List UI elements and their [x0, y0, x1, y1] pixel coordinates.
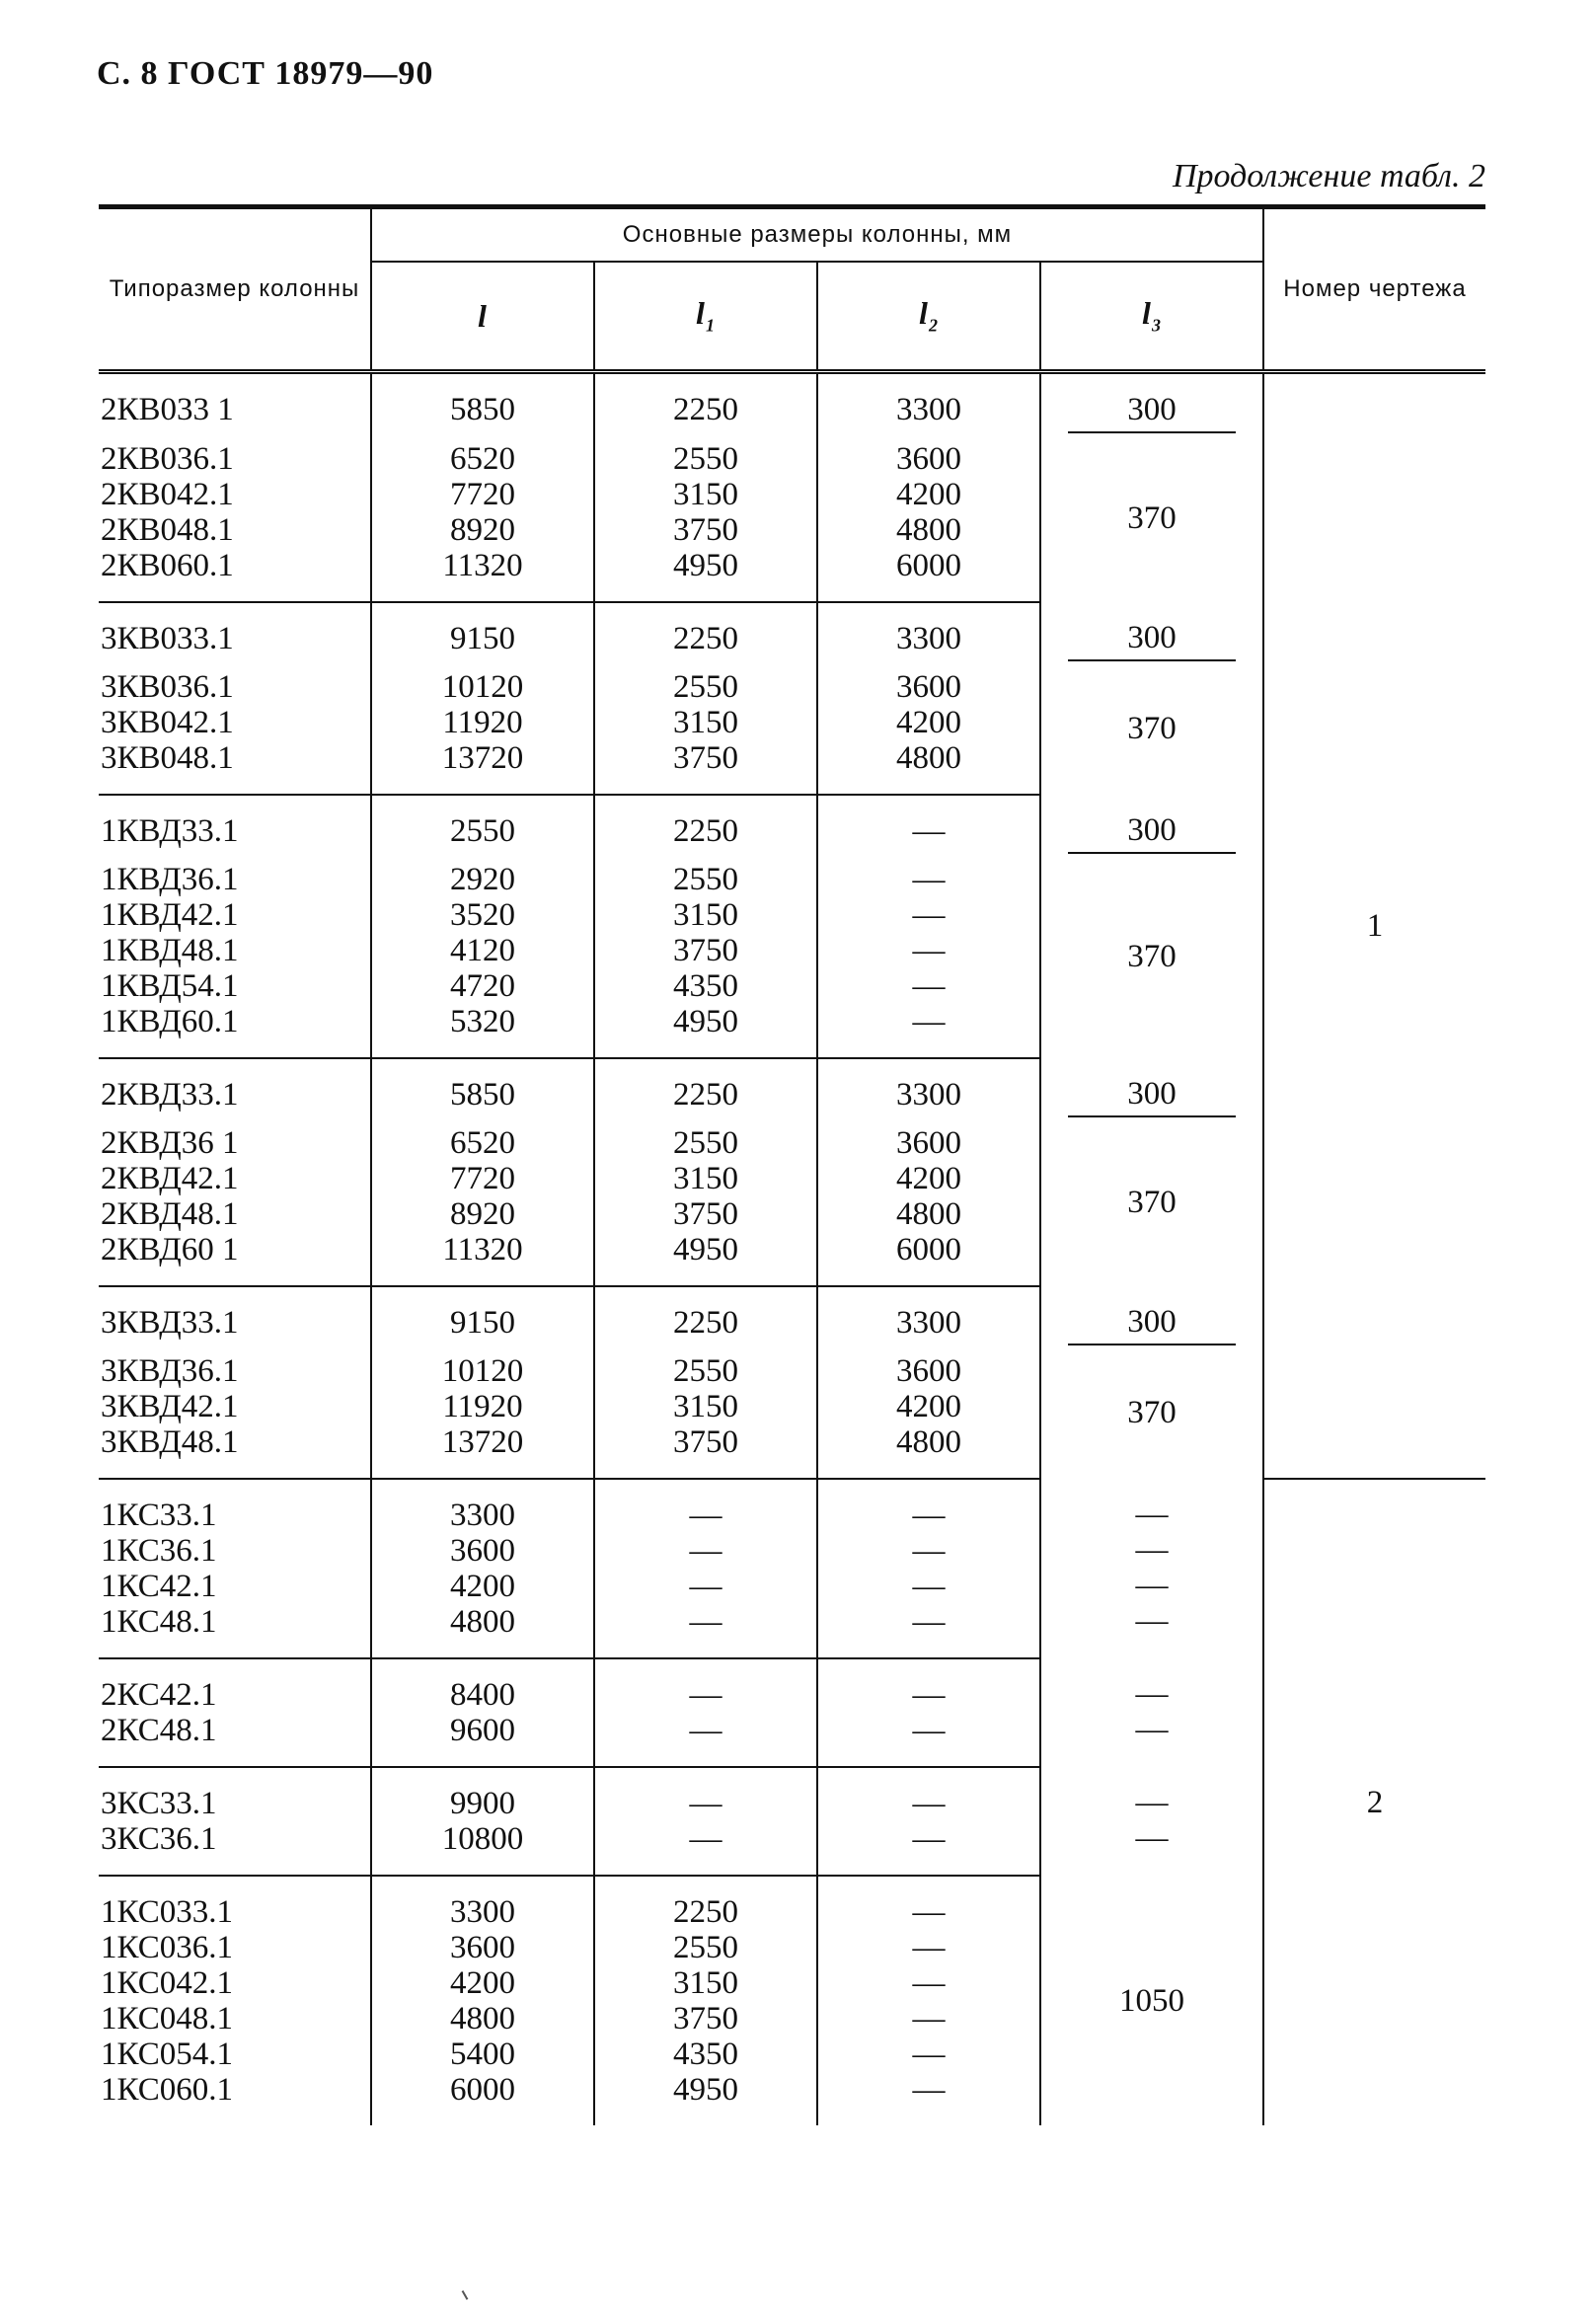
l-cell [371, 1767, 594, 1876]
l1-value: — [689, 1677, 722, 1713]
type-value: 3КС36.1 [101, 1821, 217, 1857]
l3-value: 300 [1068, 1304, 1236, 1345]
header-l3-subscript: 3 [1151, 315, 1162, 336]
l2-cell [817, 1767, 1040, 1876]
l-value: 9600 [450, 1713, 515, 1748]
l2-cell [817, 1117, 1040, 1286]
l1-value: 3750 [673, 512, 738, 548]
type-cell: 1КВД33.1 [101, 813, 239, 849]
drawing-number-cell: 1 [1263, 372, 1485, 1480]
l1-cell: 2250 [594, 372, 817, 434]
l2-value: — [912, 1965, 946, 2001]
type-value: 1КС042.1 [101, 1965, 233, 2001]
l-cell [371, 661, 594, 795]
type-value: 2КВ060.1 [101, 548, 234, 583]
l2-value: — [912, 2036, 946, 2072]
l-value: 3300 [450, 1498, 515, 1533]
type-value: 3КВ042.1 [101, 705, 234, 740]
l2-cell [817, 1345, 1040, 1479]
type-cell [99, 1767, 371, 1876]
l3-value: — [1135, 1676, 1169, 1712]
l1-value: — [689, 1569, 722, 1604]
l-value: 3600 [450, 1533, 515, 1569]
l-value: 5320 [450, 1004, 515, 1039]
l3-cell [1040, 1058, 1263, 1117]
l3-cell: 370 [1040, 1345, 1263, 1479]
l3-cell: 1050 [1040, 1876, 1263, 2125]
l3-cell [1040, 602, 1263, 661]
l-cell: 9150 [371, 1286, 594, 1345]
type-value: 1КС054.1 [101, 2036, 233, 2072]
type-value: 1КВД54.1 [101, 968, 239, 1004]
l3-cell [1040, 1658, 1263, 1767]
l2-value: 3600 [896, 669, 961, 705]
l-value: 11920 [442, 1389, 523, 1424]
header-drawing [1263, 207, 1485, 372]
l1-value: 3750 [673, 1196, 738, 1232]
l2-value: — [912, 897, 946, 933]
type-cell [99, 1658, 371, 1767]
type-value: 2КВД36 1 [101, 1125, 239, 1161]
l2-value: 4200 [896, 1389, 961, 1424]
l3-cell: 370 [1040, 1117, 1263, 1286]
type-value: 1КС48.1 [101, 1604, 217, 1640]
stray-mark [462, 2290, 469, 2300]
type-value: 2КВД48.1 [101, 1196, 239, 1232]
l-value: 7720 [450, 1161, 515, 1196]
l-value: 7720 [450, 477, 515, 512]
type-value: 2КВ048.1 [101, 512, 234, 548]
header-l2: $l_2$ [817, 262, 1040, 372]
l1-value: — [689, 1498, 722, 1533]
l2-value: — [912, 1004, 946, 1039]
l1-value: 3150 [673, 1161, 738, 1196]
header-l1-subscript: 1 [705, 315, 716, 336]
l2-cell [817, 1479, 1040, 1658]
l1-cell [594, 1345, 817, 1479]
l-value: 3520 [450, 897, 515, 933]
l1-cell [594, 661, 817, 795]
l2-cell: 3300 [817, 372, 1040, 434]
l2-cell [817, 1876, 1040, 2125]
l3-cell [1040, 795, 1263, 854]
l3-cell [1040, 1479, 1263, 1658]
l3-value: 300 [1068, 392, 1236, 433]
l1-value: 3150 [673, 1389, 738, 1424]
l-value: 8400 [450, 1677, 515, 1713]
l-value: 6000 [450, 2072, 515, 2108]
l2-cell [817, 661, 1040, 795]
l2-value: 4800 [896, 740, 961, 776]
type-cell: 3КВ033.1 [101, 621, 234, 656]
l-value: 4720 [450, 968, 515, 1004]
l1-cell [594, 1479, 817, 1658]
l3-cell [1040, 372, 1263, 434]
l1-value: 2550 [673, 862, 738, 897]
l-value: 13720 [441, 1424, 524, 1460]
l1-value: 4950 [673, 1232, 738, 1268]
l1-value: 4950 [673, 1004, 738, 1039]
l-value: 4200 [450, 1965, 515, 2001]
l-cell [371, 1345, 594, 1479]
l3-cell [1040, 1767, 1263, 1876]
l3-value: — [1135, 1532, 1169, 1568]
l2-value: — [912, 2072, 946, 2108]
l1-value: — [689, 1786, 722, 1821]
l2-value: 4800 [896, 512, 961, 548]
l-cell: 2550 [371, 795, 594, 854]
l-cell [371, 1117, 594, 1286]
l3-value: — [1135, 1497, 1169, 1532]
header-type [99, 207, 371, 372]
l2-value: — [912, 1498, 946, 1533]
l3-value: — [1135, 1820, 1169, 1856]
l2-value: 4800 [896, 1424, 961, 1460]
l-cell [371, 1479, 594, 1658]
l2-value: — [912, 1930, 946, 1965]
l3-value: — [1135, 1785, 1169, 1820]
l1-cell: 2250 [594, 1286, 817, 1345]
type-cell [99, 1345, 371, 1479]
l-value: 5400 [450, 2036, 515, 2072]
l1-value: — [689, 1604, 722, 1640]
l-cell [371, 854, 594, 1058]
type-value: 2КВ042.1 [101, 477, 234, 512]
type-value: 2КВ036.1 [101, 441, 234, 477]
l3-value: 300 [1068, 1076, 1236, 1117]
l2-cell: 3300 [817, 1058, 1040, 1117]
l-value: 10800 [441, 1821, 524, 1857]
l2-value: 3600 [896, 1353, 961, 1389]
table-body [99, 372, 1485, 2126]
l3-value: — [1135, 1712, 1169, 1747]
l2-cell: 3300 [817, 602, 1040, 661]
l2-value: — [912, 933, 946, 968]
header-drawing-label: Номер чертежа [1283, 275, 1467, 302]
l1-value: 3150 [673, 477, 738, 512]
l1-value: — [689, 1821, 722, 1857]
column-dimensions-table [99, 204, 1485, 2125]
l-value: 4120 [450, 933, 515, 968]
type-cell [99, 661, 371, 795]
l2-value: — [912, 1713, 946, 1748]
type-value: 2КС48.1 [101, 1713, 217, 1748]
l1-value: 3150 [673, 705, 738, 740]
l1-value: 3150 [673, 1965, 738, 2001]
type-value: 1КВД42.1 [101, 897, 239, 933]
l1-cell [594, 433, 817, 602]
l3-cell [1040, 1286, 1263, 1345]
l1-value: 2550 [673, 669, 738, 705]
table-row [99, 372, 1485, 434]
l1-cell [594, 1117, 817, 1286]
type-value: 1КС42.1 [101, 1569, 217, 1604]
l1-value: 3750 [673, 2001, 738, 2036]
l1-value: 4950 [673, 548, 738, 583]
l1-cell [594, 1876, 817, 2125]
table-row [99, 1479, 1485, 1658]
l1-value: 3750 [673, 933, 738, 968]
l1-value: 2550 [673, 1125, 738, 1161]
header-dims-group: Основные размеры колонны, мм [371, 207, 1263, 263]
header-type-label: Типоразмер колонны [109, 275, 360, 302]
l2-value: — [912, 968, 946, 1004]
type-value: 1КС048.1 [101, 2001, 233, 2036]
type-cell [99, 433, 371, 602]
l2-value: 4800 [896, 1196, 961, 1232]
l1-value: 2550 [673, 1930, 738, 1965]
type-cell [99, 1479, 371, 1658]
l-value: 13720 [441, 740, 524, 776]
type-value: 1КС033.1 [101, 1894, 233, 1930]
l1-cell [594, 1767, 817, 1876]
type-value: 2КС42.1 [101, 1677, 217, 1713]
type-value: 3КВ036.1 [101, 669, 234, 705]
l1-value: 2550 [673, 441, 738, 477]
l3-value: — [1135, 1568, 1169, 1603]
type-value: 1КС060.1 [101, 2072, 233, 2108]
l1-value: 2550 [673, 1353, 738, 1389]
type-value: 3КС33.1 [101, 1786, 217, 1821]
l-value: 9900 [450, 1786, 515, 1821]
table-continuation-label: Продолжение табл. 2 [1172, 158, 1485, 194]
header-l-symbol: l [478, 297, 488, 334]
l-value: 4800 [450, 1604, 515, 1640]
l-value: 6520 [450, 441, 515, 477]
l2-value: 3600 [896, 441, 961, 477]
type-value: 1КВД36.1 [101, 862, 239, 897]
table-header [99, 207, 1485, 372]
l2-value: — [912, 2001, 946, 2036]
l2-cell [817, 854, 1040, 1058]
l1-value: — [689, 1713, 722, 1748]
l-value: 11320 [442, 548, 523, 583]
type-value: 3КВД42.1 [101, 1389, 239, 1424]
l3-cell: 370 [1040, 433, 1263, 602]
l-value: 8920 [450, 512, 515, 548]
l1-value: — [689, 1533, 722, 1569]
type-cell: 2КВД33.1 [101, 1077, 239, 1113]
type-cell [99, 1117, 371, 1286]
l2-cell: — [817, 795, 1040, 854]
l-value: 3300 [450, 1894, 515, 1930]
type-cell: 2КВ033 1 [101, 392, 234, 427]
l3-cell: 370 [1040, 661, 1263, 795]
l-value: 10120 [441, 669, 524, 705]
l-value: 3600 [450, 1930, 515, 1965]
l1-value: 4350 [673, 2036, 738, 2072]
l1-value: 2250 [673, 1894, 738, 1930]
l1-cell: 2250 [594, 602, 817, 661]
l-cell [371, 433, 594, 602]
l1-value: 4350 [673, 968, 738, 1004]
l-value: 11920 [442, 705, 523, 740]
l1-cell [594, 854, 817, 1058]
l2-value: 4200 [896, 705, 961, 740]
l-value: 2920 [450, 862, 515, 897]
l3-value: 300 [1068, 620, 1236, 661]
type-value: 3КВ048.1 [101, 740, 234, 776]
l2-value: — [912, 1677, 946, 1713]
l1-value: 3750 [673, 740, 738, 776]
l2-value: — [912, 1821, 946, 1857]
l-value: 11320 [442, 1232, 523, 1268]
type-value: 3КВД48.1 [101, 1424, 239, 1460]
header-l2-subscript: 2 [928, 315, 939, 336]
l1-value: 3750 [673, 1424, 738, 1460]
l2-cell: 3300 [817, 1286, 1040, 1345]
l2-value: 3600 [896, 1125, 961, 1161]
type-value: 1КС36.1 [101, 1533, 217, 1569]
page-header: С. 8 ГОСТ 18979—90 [97, 55, 434, 92]
l-cell [371, 1876, 594, 2125]
l2-cell [817, 1658, 1040, 1767]
l1-value: 3150 [673, 897, 738, 933]
l1-cell: 2250 [594, 1058, 817, 1117]
header-l1: $l_1$ [594, 262, 817, 372]
type-cell: 3КВД33.1 [101, 1305, 239, 1341]
type-cell [99, 1876, 371, 2125]
l3-cell: 370 [1040, 854, 1263, 1058]
type-value: 1КВД48.1 [101, 933, 239, 968]
type-value: 1КС33.1 [101, 1498, 217, 1533]
l3-value: 300 [1068, 812, 1236, 854]
l2-value: — [912, 1786, 946, 1821]
l-cell: 5850 [371, 372, 594, 434]
type-cell [99, 854, 371, 1058]
type-value: 2КВД42.1 [101, 1161, 239, 1196]
l-value: 10120 [441, 1353, 524, 1389]
l-cell: 5850 [371, 1058, 594, 1117]
l-value: 4200 [450, 1569, 515, 1604]
l2-value: 4200 [896, 1161, 961, 1196]
l2-value: 6000 [896, 1232, 961, 1268]
type-value: 3КВД36.1 [101, 1353, 239, 1389]
type-value: 1КС036.1 [101, 1930, 233, 1965]
l2-value: 6000 [896, 548, 961, 583]
header-l [371, 262, 594, 372]
l3-value: — [1135, 1603, 1169, 1639]
l2-value: — [912, 862, 946, 897]
l2-value: — [912, 1569, 946, 1604]
l-value: 6520 [450, 1125, 515, 1161]
l1-value: 4950 [673, 2072, 738, 2108]
l1-cell [594, 1658, 817, 1767]
l-cell: 9150 [371, 602, 594, 661]
type-value: 2КВД60 1 [101, 1232, 239, 1268]
l2-cell [817, 433, 1040, 602]
l2-value: — [912, 1604, 946, 1640]
l2-value: — [912, 1533, 946, 1569]
l1-cell: 2250 [594, 795, 817, 854]
l-cell [371, 1658, 594, 1767]
header-l3: $l_3$ [1040, 262, 1263, 372]
type-value: 1КВД60.1 [101, 1004, 239, 1039]
drawing-number-cell: 2 [1263, 1479, 1485, 2125]
l2-value: — [912, 1894, 946, 1930]
l-value: 4800 [450, 2001, 515, 2036]
l-value: 8920 [450, 1196, 515, 1232]
l2-value: 4200 [896, 477, 961, 512]
